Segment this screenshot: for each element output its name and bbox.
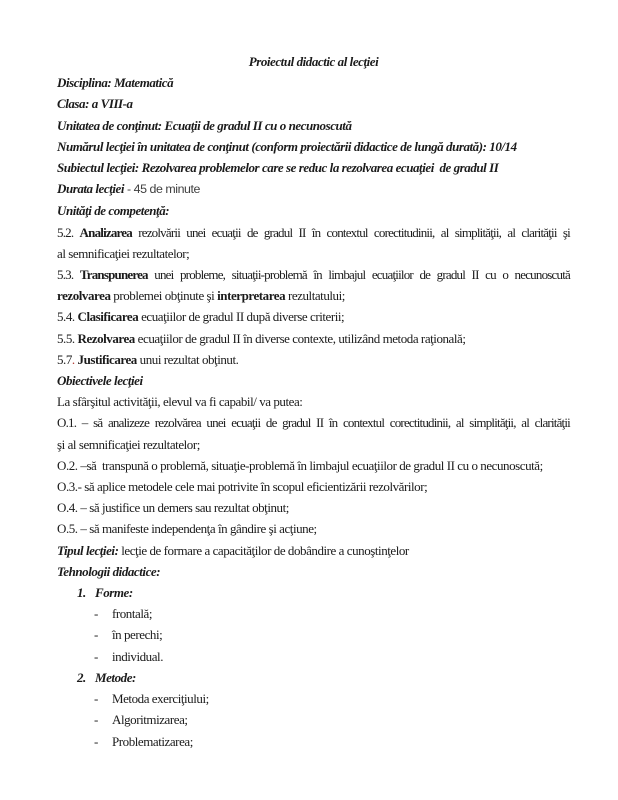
text-run: O.3.- să aplice metodele cele mai potrivite în scopul eficientizării rezolvărilor; xyxy=(57,479,428,495)
text-run: - 45 de minute xyxy=(124,182,200,197)
text-run: Unitatea de conţinut: Ecuaţii de gradul II cu o necunoscută xyxy=(57,117,352,133)
text-line xyxy=(57,349,570,370)
text-line xyxy=(95,667,570,688)
list-item-text xyxy=(112,688,570,709)
text-line xyxy=(57,561,570,582)
dash-bullet-marker: - xyxy=(94,733,98,749)
forma-frontala xyxy=(57,603,570,624)
dash-bullet-marker: - xyxy=(94,627,98,643)
list-item-text xyxy=(112,709,570,730)
unitati-de-competenta-heading xyxy=(57,200,570,221)
tehnologii-didactice-heading xyxy=(57,561,570,582)
text-run: Forme: xyxy=(95,585,133,601)
text-line xyxy=(57,243,570,264)
text-run: Algoritmizarea; xyxy=(112,712,188,728)
text-line xyxy=(95,582,570,603)
text-run: ecuaţiilor de gradul II după diverse criterii; xyxy=(138,309,345,325)
clasa-line xyxy=(57,93,570,114)
text-run: Numărul lecţiei în unitatea de conţinut (conform proiectării didactice de lungă durată): 10/14 xyxy=(57,138,517,154)
dash-bullet-marker: - xyxy=(94,712,98,728)
list-item-text xyxy=(112,624,570,645)
durata-lectiei-line xyxy=(57,178,570,200)
text-run: în perechi; xyxy=(112,627,163,643)
obiectivele-lectiei-heading xyxy=(57,370,570,391)
text-line xyxy=(57,412,570,433)
doc-title xyxy=(57,51,570,72)
text-run: 5.2. xyxy=(57,224,80,240)
text-line xyxy=(57,136,570,157)
text-run: La sfârşitul activităţii, elevul va fi capabil/ va putea: xyxy=(57,394,303,410)
list-item-text xyxy=(112,731,570,752)
text-line xyxy=(112,646,570,667)
metoda-algoritmizarea xyxy=(57,709,570,730)
text-run: Tipul lecţiei: xyxy=(57,542,119,558)
text-run: frontală; xyxy=(112,606,152,622)
obiectiv-o2 xyxy=(57,455,570,476)
dash-bullet-marker: - xyxy=(94,606,98,622)
text-run: individual. xyxy=(112,648,164,664)
text-run: unui rezultat obţinut. xyxy=(136,351,239,367)
text-run: O.5. – să manifeste independenţa în gândire şi acţiune; xyxy=(57,521,317,537)
text-line xyxy=(57,72,570,93)
forma-individual xyxy=(57,646,570,667)
text-run: rezolvarea xyxy=(57,288,111,304)
metode-heading xyxy=(57,667,570,688)
obiectiv-o4 xyxy=(57,497,570,518)
text-run: al semnificaţiei rezultatelor; xyxy=(57,245,190,261)
text-run: O.2. –să transpună o problemă, situaţie-problemă în limbajul ecuaţiilor de gradul II cu o necunoscută; xyxy=(57,457,543,473)
text-run: 5.7 xyxy=(57,351,72,367)
text-run: Justificarea xyxy=(77,351,137,367)
text-line xyxy=(57,264,570,285)
list-item-text xyxy=(112,603,570,624)
subiectul-lectiei-line xyxy=(57,157,570,178)
text-run: unei probleme, situaţii-problemă în limbajul ecuaţiilor de gradul II cu o necunoscută xyxy=(147,267,570,283)
text-line xyxy=(112,688,570,709)
text-line xyxy=(57,178,570,200)
numarul-lectiei-line xyxy=(57,136,570,157)
text-run: Tehnologii didactice: xyxy=(57,563,161,579)
text-line xyxy=(57,370,570,391)
text-run: rezolvării unei ecuaţii de gradul II în contextul corectitudinii, al simplităţii, al clarităţii şi xyxy=(131,224,570,240)
text-line xyxy=(57,157,570,178)
text-run: Transpunerea xyxy=(79,267,148,283)
text-run: 5.5. xyxy=(57,330,78,346)
text-run: Rezolvarea xyxy=(77,330,135,346)
competenta-5-4 xyxy=(57,306,570,327)
metoda-problematizarea xyxy=(57,731,570,752)
text-run: Disciplina: Matematică xyxy=(57,75,174,91)
metoda-exercitiului xyxy=(57,688,570,709)
tipul-lectiei-line xyxy=(57,540,570,561)
text-line xyxy=(57,222,570,243)
obiective-intro-line xyxy=(57,391,570,412)
list-item-text xyxy=(95,667,570,688)
text-line xyxy=(57,115,570,136)
text-run: Obiectivele lecţiei xyxy=(57,373,143,389)
text-run: Subiectul lecţiei: Rezolvarea problemelor care se reduc la rezolvarea ecuaţiei de gradul II xyxy=(57,160,499,176)
text-run: interpretarea xyxy=(217,288,286,304)
list-item-text xyxy=(112,646,570,667)
text-run: Analizarea xyxy=(79,224,132,240)
list-number-marker: 2. xyxy=(77,669,86,685)
unitatea-de-continut-line xyxy=(57,115,570,136)
text-line xyxy=(57,285,570,306)
text-line xyxy=(112,731,570,752)
text-line xyxy=(57,434,570,455)
text-line xyxy=(112,603,570,624)
list-number-marker: 1. xyxy=(77,585,86,601)
text-line xyxy=(57,391,570,412)
obiectiv-o5 xyxy=(57,518,570,539)
text-line xyxy=(57,200,570,221)
text-run: lecţie de formare a capacităţilor de dobândire a cunoştinţelor xyxy=(118,542,409,558)
text-run: problemei obţinute şi xyxy=(110,288,218,304)
text-line xyxy=(57,306,570,327)
text-run: Unităţi de competenţă: xyxy=(57,203,170,219)
text-run: Proiectul didactic al lecţiei xyxy=(248,54,379,69)
text-run: . xyxy=(71,351,78,367)
competenta-5-5 xyxy=(57,328,570,349)
disciplina-line xyxy=(57,72,570,93)
text-run: şi al semnificaţiei rezultatelor; xyxy=(57,436,200,452)
forme-heading xyxy=(57,582,570,603)
competenta-5-3 xyxy=(57,264,570,306)
text-run: Metode: xyxy=(95,669,136,685)
text-line xyxy=(57,476,570,497)
text-run: Metoda exerciţiului; xyxy=(112,691,209,707)
obiectiv-o3 xyxy=(57,476,570,497)
text-run: Problematizarea; xyxy=(112,733,193,749)
text-run: O.1. – să analizeze rezolvărea unei ecuaţii de gradul II în contextul corectitudinii, al simplităţii, al clarităţii xyxy=(57,415,570,431)
text-run: ecuaţiilor de gradul II în diverse contexte, utilizând metoda raţională; xyxy=(134,330,466,346)
text-run: 5.4. xyxy=(57,309,78,325)
text-line xyxy=(57,540,570,561)
competenta-5-2 xyxy=(57,222,570,264)
list-item-text xyxy=(95,582,570,603)
dash-bullet-marker: - xyxy=(94,648,98,664)
text-line xyxy=(112,624,570,645)
text-line xyxy=(57,328,570,349)
text-run: O.4. – să justifice un demers sau rezultat obţinut; xyxy=(57,500,289,516)
competenta-5-7 xyxy=(57,349,570,370)
text-run: Durata lecţiei xyxy=(57,181,124,197)
text-run: Clasa: a VIII-a xyxy=(57,96,133,112)
dash-bullet-marker: - xyxy=(94,691,98,707)
text-line xyxy=(57,93,570,114)
forma-in-perechi xyxy=(57,624,570,645)
text-run: rezultatului; xyxy=(285,288,345,304)
text-line xyxy=(57,518,570,539)
text-line xyxy=(112,709,570,730)
obiectiv-o1 xyxy=(57,412,570,454)
text-line xyxy=(57,455,570,476)
text-run: Clasificarea xyxy=(77,309,139,325)
text-line xyxy=(57,497,570,518)
text-run: 5.3. xyxy=(57,267,80,283)
text-line xyxy=(57,51,570,72)
